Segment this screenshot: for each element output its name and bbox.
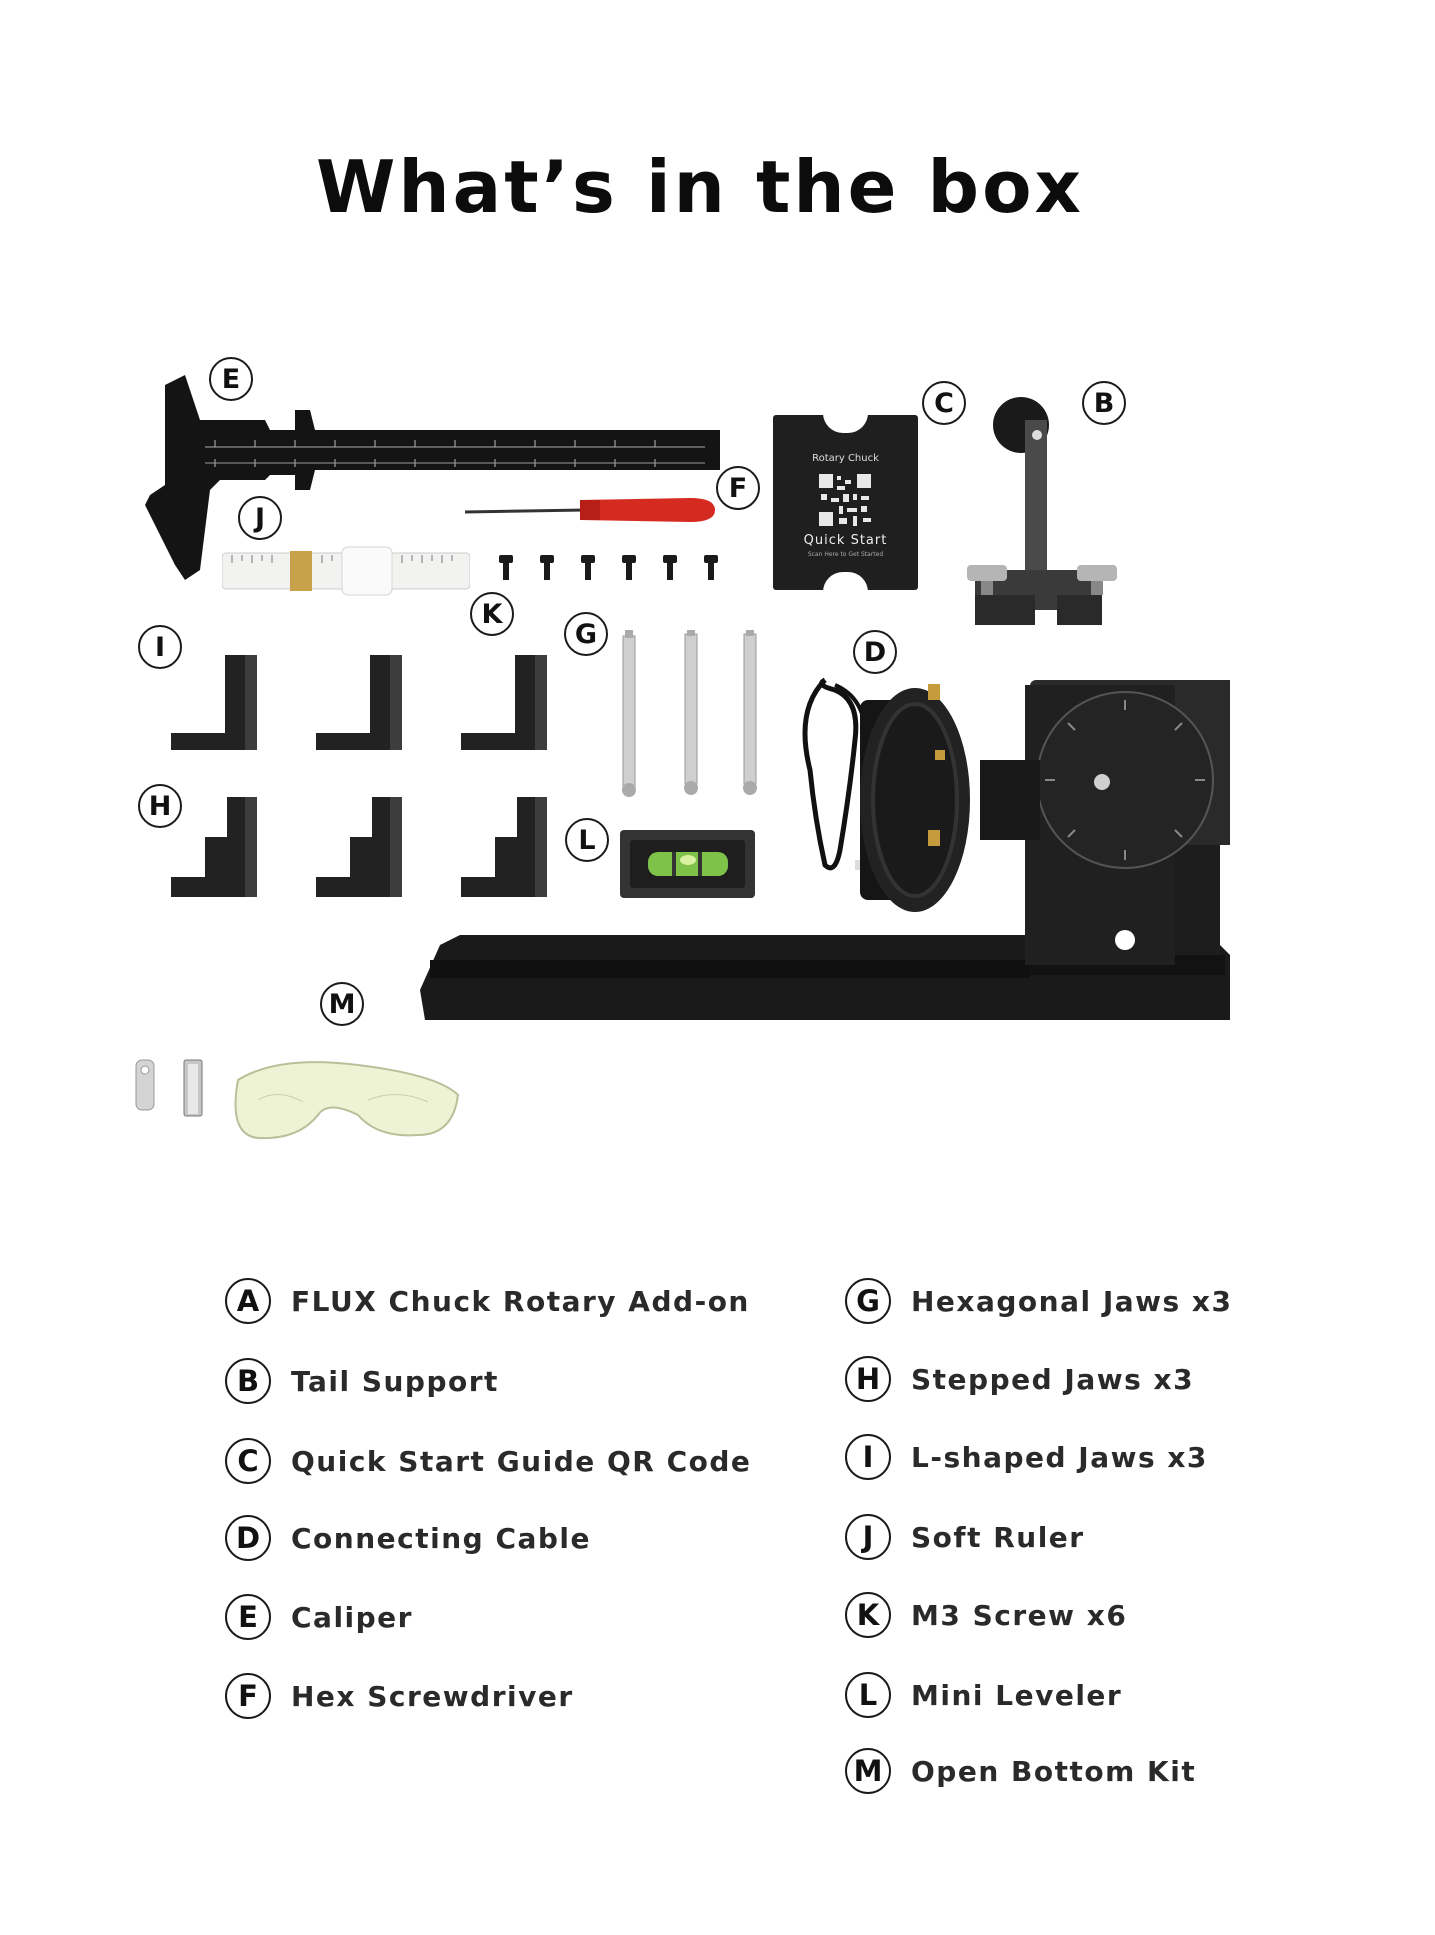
legend-badge: I (845, 1434, 891, 1480)
callout-e: E (209, 357, 253, 401)
page-title: What’s in the box (316, 145, 1084, 229)
qr-card-heading: Rotary Chuck (812, 453, 879, 464)
legend-label: Tail Support (291, 1364, 499, 1398)
callout-l: L (565, 818, 609, 862)
callout-j: J (238, 496, 282, 540)
legend-item-f (225, 1673, 574, 1719)
legend-item-a (225, 1278, 750, 1324)
qr-code-icon (817, 472, 873, 528)
legend-badge: G (845, 1278, 891, 1324)
legend-badge: L (845, 1672, 891, 1718)
callout-i: I (138, 625, 182, 669)
legend-item-l (845, 1672, 1122, 1718)
legend-label: Soft Ruler (911, 1520, 1085, 1554)
legend-label: Hex Screwdriver (291, 1679, 574, 1713)
legend-label: Hexagonal Jaws x3 (911, 1284, 1233, 1318)
hex-screwdriver-image (465, 490, 720, 530)
legend-label: Mini Leveler (911, 1678, 1123, 1712)
legend-badge: H (845, 1356, 891, 1402)
m3-screws-image (495, 553, 720, 583)
legend-label: Connecting Cable (291, 1521, 592, 1555)
legend-badge: A (225, 1278, 271, 1324)
tail-support-image (965, 395, 1125, 630)
callout-m: M (320, 982, 364, 1026)
legend-label: Open Bottom Kit (911, 1754, 1197, 1788)
legend-item-b (225, 1358, 499, 1404)
callout-b: B (1082, 381, 1126, 425)
legend-badge: B (225, 1358, 271, 1404)
legend-label: Caliper (291, 1600, 413, 1634)
legend-badge: F (225, 1673, 271, 1719)
rotary-chuck-image (420, 670, 1230, 1025)
legend-label: FLUX Chuck Rotary Add-on (291, 1284, 750, 1318)
legend-label: Stepped Jaws x3 (911, 1362, 1195, 1396)
legend-item-h (845, 1356, 1194, 1402)
qr-card-sub: Scan Here to Get Started (807, 551, 884, 558)
quick-start-card (773, 415, 918, 590)
legend-item-i (845, 1434, 1208, 1480)
legend-item-e (225, 1594, 413, 1640)
legend-badge: K (845, 1592, 891, 1638)
open-bottom-kit-image (128, 1040, 468, 1145)
qr-card-quick-start: Quick Start (803, 533, 888, 548)
legend-label: M3 Screw x6 (911, 1598, 1128, 1632)
legend-badge: E (225, 1594, 271, 1640)
legend-item-j (845, 1514, 1085, 1560)
legend-badge: M (845, 1748, 891, 1794)
callout-d: D (853, 630, 897, 674)
callout-g: G (564, 612, 608, 656)
legend-badge: C (225, 1438, 271, 1484)
callout-f: F (716, 466, 760, 510)
callout-h: H (138, 784, 182, 828)
legend-item-d (225, 1515, 591, 1561)
legend-label: Quick Start Guide QR Code (291, 1444, 752, 1478)
legend-label: L-shaped Jaws x3 (911, 1440, 1208, 1474)
soft-ruler-image (222, 545, 470, 597)
callout-k: K (470, 592, 514, 636)
legend-item-k (845, 1592, 1127, 1638)
legend-item-m (845, 1748, 1196, 1794)
callout-c: C (922, 381, 966, 425)
legend-item-c (225, 1438, 751, 1484)
legend-badge: D (225, 1515, 271, 1561)
legend-item-g (845, 1278, 1232, 1324)
legend-badge: J (845, 1514, 891, 1560)
